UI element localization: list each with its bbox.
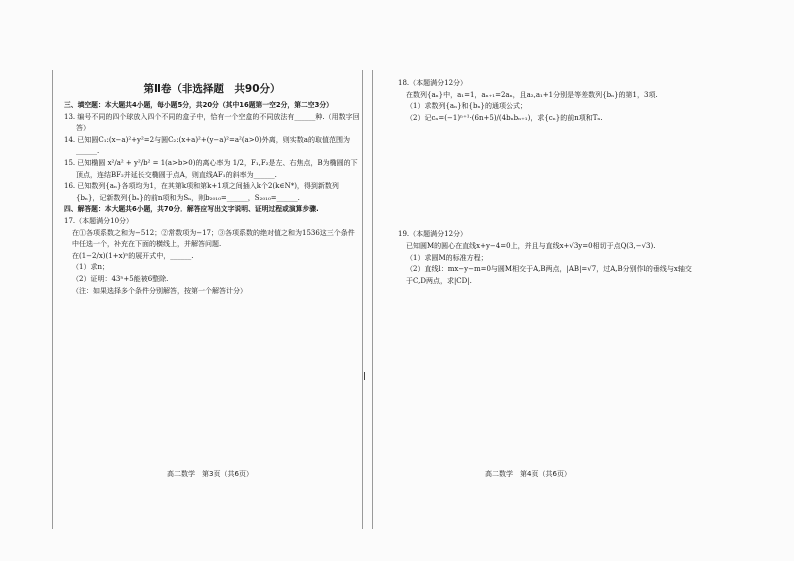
question-18-body: 在数列{aₙ}中，a₁=1，aₙ₊₁=2aₙ，且a₂,a₁+1分别是等差数列{bₙ}的第1，3项. bbox=[406, 90, 658, 99]
question-18-part-2: （2）记cₙ=(−1)ⁿ⁺¹·(6n+5)/(4bₙbₙ₊₁)，求{cₙ}的前n项和Tₙ. bbox=[406, 113, 603, 122]
left-page-edge bbox=[52, 70, 53, 529]
question-17-part-2: （2）证明：43ⁿ+5能被6整除. bbox=[72, 274, 169, 283]
question-16: 16. 已知数列{aₙ}各项均为1，在其第k项和第k+1项之间插入k个2(k∈N*)，得到新数列{bₙ}，记新数列{bₙ}的前n项和为Sₙ，则b₂₀₁₀=______，S₂₀₁₀=______. bbox=[64, 182, 339, 202]
right-page bbox=[398, 78, 694, 287]
section-title: 第Ⅱ卷（非选择题 共90分） bbox=[143, 83, 281, 95]
question-14: 14. 已知圆C₁:(x−a)²+y²=2与圆C₂:(x+a)²+(y−a)²=a²(a>0)外离，则实数a的取值范围为______. bbox=[64, 135, 350, 156]
question-17-header: 17.（本题满分10分） bbox=[64, 216, 134, 225]
answer-section-header: 四、解答题：本大题共6小题，共70分．解答应写出文字说明、证明过程或演算步骤. bbox=[64, 205, 319, 214]
question-18-part-1: （1）求数列{aₙ}和{bₙ}的通项公式； bbox=[406, 102, 527, 111]
fill-in-section-header: 三、填空题：本大题共4小题，每小题5分，共20分（其中16题第一空2分，第二空3分） bbox=[64, 101, 333, 109]
question-13: 13. 编号不同的四个球放入四个不同的盒子中，恰有一个空盒的不同放法有______种.（用数字回答） bbox=[64, 112, 360, 133]
question-17-part-1: （1）求n； bbox=[72, 263, 109, 272]
question-17-note: （注：如果选择多个条件分别解答，按第一个解答计分） bbox=[72, 286, 247, 295]
left-page bbox=[64, 78, 360, 297]
question-18-header: 18.（本题满分12分） bbox=[398, 79, 468, 87]
right-page-footer: 高二数学 第4页（共6页） bbox=[485, 470, 571, 478]
question-19-body: 已知圆M的圆心在直线x+y−4=0上，并且与直线x+√3y=0相切于点Q(3,−√3). bbox=[406, 241, 656, 250]
question-19-part-1: （1）求圆M的标准方程； bbox=[406, 253, 488, 262]
question-19-part-2: （2）直线l：mx−y−m=0与圆M相交于A,B两点，|AB|=√7，过A,B分别作l的垂线与x轴交于C,D两点，求|CD|. bbox=[406, 265, 692, 285]
question-15: 15. 已知椭圆 x²/a² + y²/b² = 1(a>b>0)的离心率为 1/2，F₁,F₂是左、右焦点，B为椭圆的下顶点，连结BF₂并延长交椭圆于点A，则直线AF₁的斜率为______. bbox=[64, 158, 358, 179]
answer-space bbox=[398, 124, 694, 229]
left-page-right-edge bbox=[362, 70, 363, 529]
question-19-header: 19.（本题满分12分） bbox=[398, 230, 468, 239]
binding-mark bbox=[364, 372, 365, 380]
left-page-footer: 高二数学 第3页（共6页） bbox=[167, 470, 253, 478]
question-17-expansion: 在(1−2/x)(1+x)ⁿ的展开式中，______. bbox=[72, 251, 194, 260]
right-page-edge bbox=[372, 70, 373, 529]
question-17-conditions: 在①各项系数之和为−512；②常数项为−17；③各项系数的绝对值之和为1536这三个条件中任选一个，补充在下面的横线上，并解答问题. bbox=[72, 228, 355, 249]
